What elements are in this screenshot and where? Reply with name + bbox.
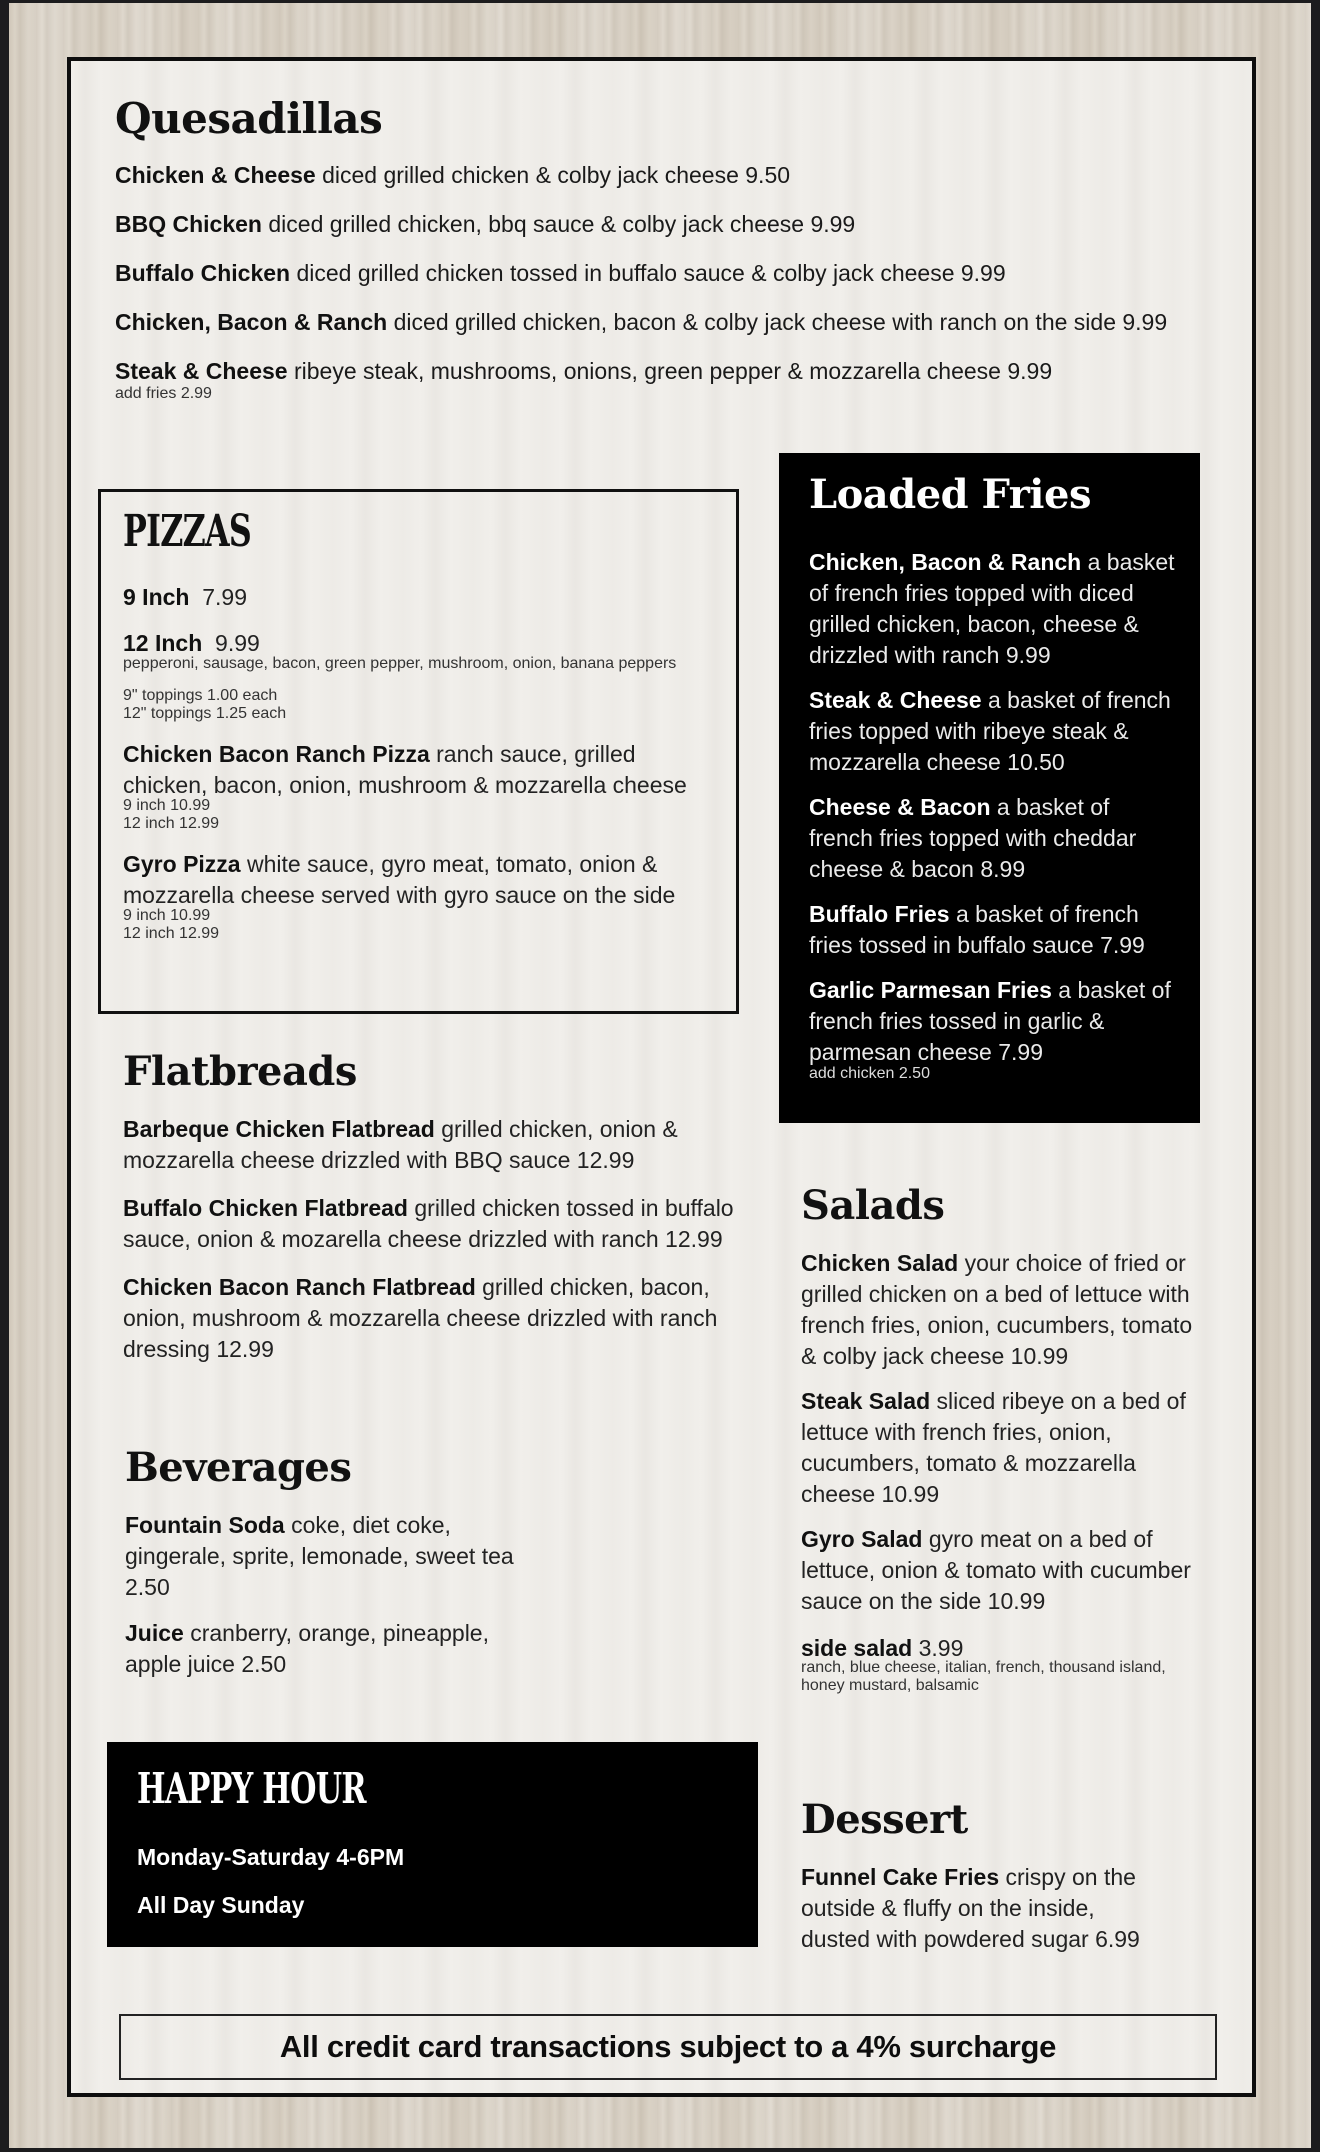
item-desc: diced grilled chicken & colby jack cheese 9.50 [315, 162, 791, 188]
section-happy-hour [107, 1742, 758, 1947]
menu-item [123, 849, 723, 911]
item-name: Cheese & Bacon [809, 794, 991, 820]
menu-item [801, 1524, 1201, 1617]
topping-price: 12" toppings 1.25 each [123, 705, 287, 722]
menu-item [801, 1862, 1161, 1955]
item-name: Chicken Salad [801, 1250, 959, 1276]
dressing-options: ranch, blue cheese, italian, french, thousand island, honey mustard, balsamic [801, 1659, 1166, 1694]
size-name: 12 Inch [123, 630, 203, 656]
menu-item [123, 1272, 743, 1365]
quesadillas-list [115, 161, 1235, 403]
section-salads [801, 1182, 1201, 1695]
menu-item [801, 1248, 1201, 1372]
section-pizzas [98, 489, 739, 1014]
pizza-size [123, 582, 723, 613]
happy-hour-weekday: Monday-Saturday 4-6PM [137, 1844, 405, 1870]
item-name: side salad [801, 1635, 913, 1661]
menu-item [115, 210, 1235, 238]
item-name: Funnel Cake Fries [801, 1864, 1000, 1890]
topping-price: 9" toppings 1.00 each [123, 687, 278, 704]
menu-item [115, 308, 1235, 336]
menu-item [809, 975, 1179, 1068]
item-name: Chicken, Bacon & Ranch [115, 309, 388, 335]
item-price: 3.99 [912, 1635, 964, 1661]
item-name: Barbeque Chicken Flatbread [123, 1116, 435, 1142]
item-desc: white sauce, gyro meat, tomato, onion & mozzarella cheese served with gyro sauce on the side [123, 851, 676, 908]
item-name: Steak Salad [801, 1388, 931, 1414]
item-name: Gyro Salad [801, 1526, 923, 1552]
item-desc: coke, diet coke, gingerale, sprite, lemonade, sweet tea 2.50 [125, 1512, 514, 1600]
section-title-pizzas: PIZZAS [123, 506, 252, 557]
menu-item [123, 1193, 743, 1255]
item-name: Steak & Cheese [115, 358, 288, 384]
item-desc: a basket of french fries tossed in garlic & parmesan cheese 7.99 [809, 977, 1171, 1065]
menu-item [123, 1114, 743, 1176]
section-title-beverages: Beverages [125, 1444, 352, 1491]
item-desc: a basket of french fries topped with diced grilled chicken, bacon, cheese & drizzled with ranch 9.99 [809, 549, 1175, 668]
item-desc: grilled chicken, onion & mozzarella cheese drizzled with BBQ sauce 12.99 [123, 1116, 678, 1173]
item-desc: cranberry, orange, pineapple, apple juice 2.50 [125, 1620, 489, 1677]
menu-item [123, 739, 723, 801]
menu-item [115, 259, 1235, 287]
size-price: 7.99 [202, 584, 248, 610]
surcharge-text: All credit card transactions subject to a 4% surcharge [279, 2029, 1057, 2064]
item-name: Juice [125, 1620, 184, 1646]
menu-item [125, 1618, 525, 1680]
item-desc: crispy on the outside & fluffy on the inside, dusted with powdered sugar 6.99 [801, 1864, 1140, 1952]
section-flatbreads [123, 1048, 743, 1365]
item-desc: diced grilled chicken, bacon & colby jack cheese with ranch on the side 9.99 [387, 309, 1168, 335]
item-desc: a basket of french fries topped with cheddar cheese & bacon 8.99 [809, 794, 1137, 882]
item-name: Chicken Bacon Ranch Pizza [123, 741, 430, 767]
item-desc: your choice of fried or grilled chicken on a bed of lettuce with french fries, onion, cucumbers, tomato & colby jack cheese 10.99 [801, 1250, 1193, 1369]
menu-item [125, 1510, 525, 1603]
section-title-dessert: Dessert [801, 1796, 968, 1843]
toppings-list: pepperoni, sausage, bacon, green pepper, mushroom, onion, banana peppers [123, 655, 677, 672]
item-name: Gyro Pizza [123, 851, 241, 877]
item-desc: diced grilled chicken, bbq sauce & colby jack cheese 9.99 [261, 211, 856, 237]
item-price: 9 inch 10.99 [123, 797, 211, 814]
surcharge-notice [119, 2014, 1217, 2080]
item-name: Chicken & Cheese [115, 162, 316, 188]
item-name: Chicken, Bacon & Ranch [809, 549, 1082, 575]
item-note: add fries 2.99 [115, 385, 212, 402]
happy-hour-sunday: All Day Sunday [137, 1892, 305, 1918]
section-beverages [125, 1444, 525, 1680]
item-name: BBQ Chicken [115, 211, 262, 237]
menu-item [809, 547, 1179, 671]
item-desc: a basket of french fries tossed in buffalo sauce 7.99 [809, 901, 1145, 958]
item-name: Garlic Parmesan Fries [809, 977, 1052, 1003]
item-price: 9 inch 10.99 [123, 907, 211, 924]
menu-item [809, 792, 1179, 885]
item-note: add chicken 2.50 [809, 1065, 930, 1082]
section-loaded-fries [779, 453, 1200, 1123]
item-price: 12 inch 12.99 [123, 815, 220, 832]
section-dessert [801, 1796, 1161, 1955]
item-desc: sliced ribeye on a bed of lettuce with french fries, onion, cucumbers, tomato & mozzarella cheese 10.99 [801, 1388, 1186, 1507]
section-title-happy-hour: HAPPY HOUR [137, 1764, 366, 1813]
item-desc: a basket of french fries topped with ribeye steak & mozzarella cheese 10.50 [809, 687, 1171, 775]
item-desc: grilled chicken, bacon, onion, mushroom & mozzarella cheese drizzled with ranch dressing 12.99 [123, 1274, 718, 1362]
item-desc: ranch sauce, grilled chicken, bacon, onion, mushroom & mozzarella cheese [123, 741, 687, 798]
menu-item [801, 1386, 1201, 1510]
size-price: 9.99 [215, 630, 260, 656]
section-title-quesadillas: Quesadillas [115, 94, 383, 143]
section-title-salads: Salads [801, 1182, 945, 1229]
menu-item [115, 161, 1235, 189]
menu-item [115, 357, 1235, 385]
item-desc: diced grilled chicken tossed in buffalo sauce & colby jack cheese 9.99 [290, 260, 1006, 286]
item-name: Buffalo Chicken [115, 260, 291, 286]
menu-item [809, 899, 1179, 961]
item-name: Steak & Cheese [809, 687, 982, 713]
size-name: 9 Inch [123, 584, 190, 610]
section-title-loaded-fries: Loaded Fries [809, 471, 1091, 518]
item-name: Buffalo Fries [809, 901, 950, 927]
item-desc: grilled chicken tossed in buffalo sauce, onion & mozarella cheese drizzled with ranch 12.99 [123, 1195, 734, 1252]
item-name: Fountain Soda [125, 1512, 285, 1538]
item-desc: gyro meat on a bed of lettuce, onion & tomato with cucumber sauce on the side 10.99 [801, 1526, 1191, 1614]
item-price: 12 inch 12.99 [123, 925, 220, 942]
item-name: Chicken Bacon Ranch Flatbread [123, 1274, 476, 1300]
section-title-flatbreads: Flatbreads [123, 1048, 357, 1095]
menu-item [809, 685, 1179, 778]
item-name: Buffalo Chicken Flatbread [123, 1195, 408, 1221]
item-desc: ribeye steak, mushrooms, onions, green pepper & mozzarella cheese 9.99 [287, 358, 1053, 384]
